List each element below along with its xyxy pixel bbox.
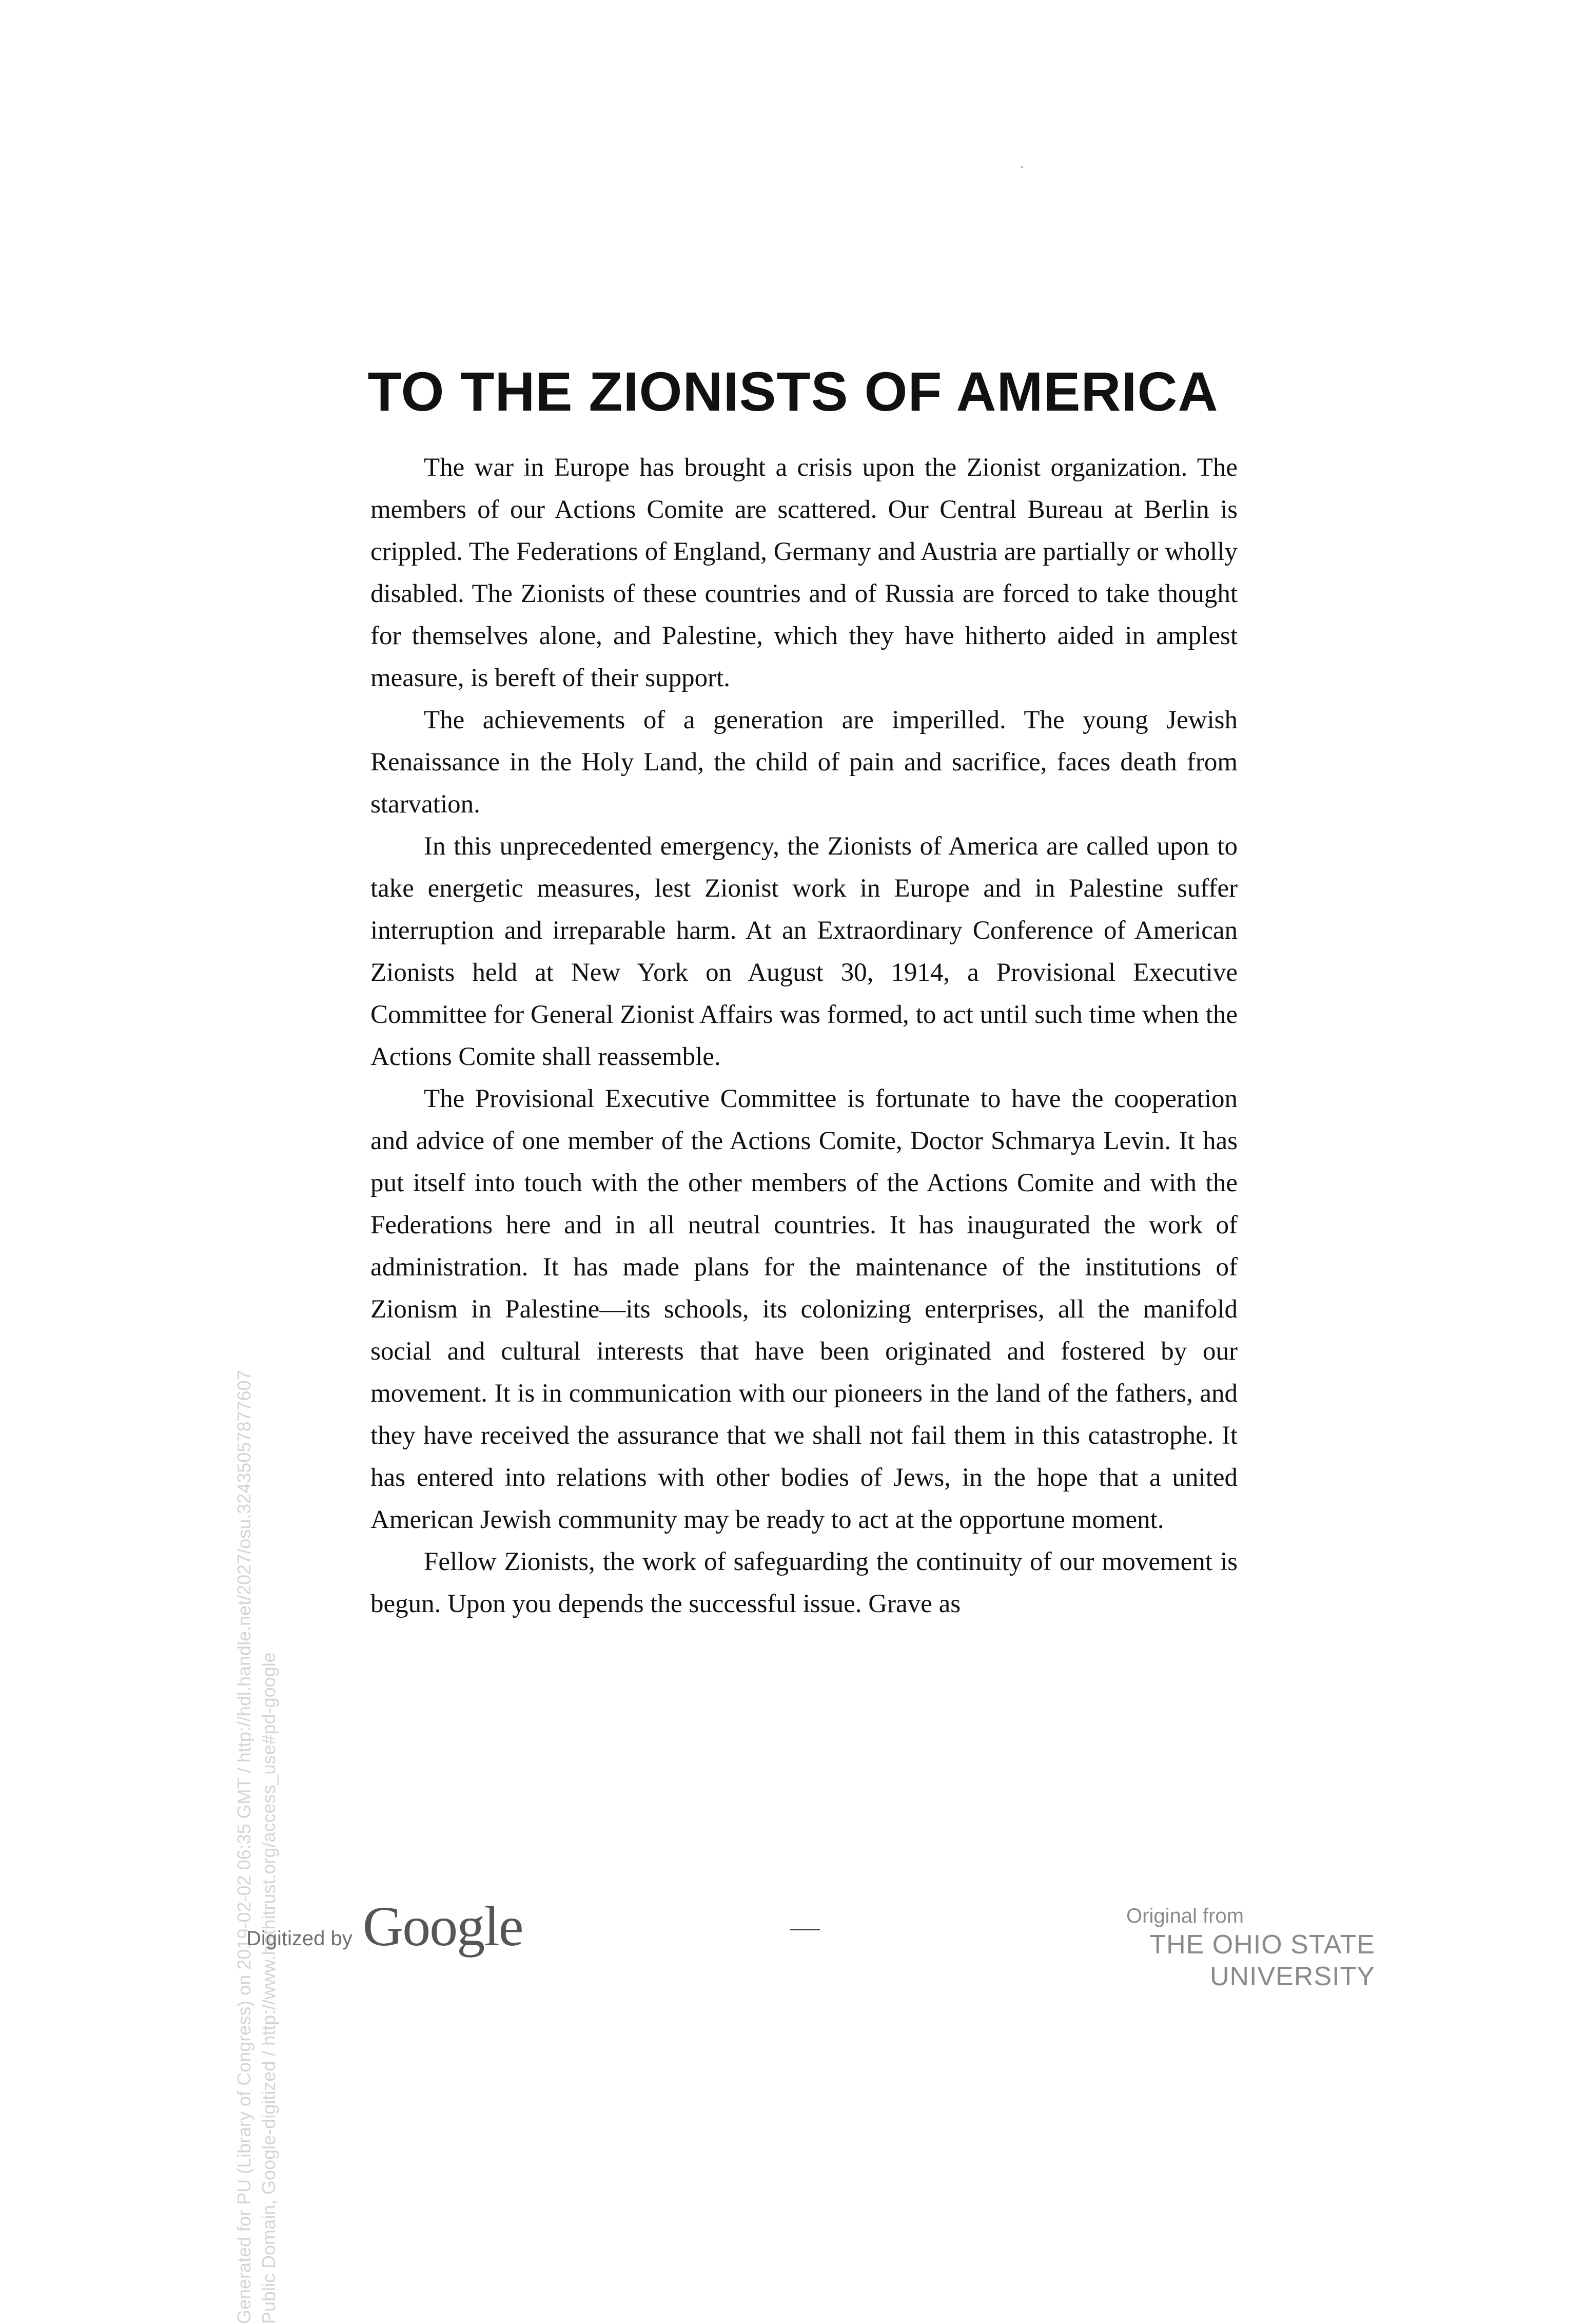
paragraph: The achievements of a generation are imperilled. The young Jewish Renaissance in the Holy Land, the child of pain and sacrifice, faces death from starvation. (370, 706, 1238, 819)
paragraph: The Provisional Executive Committee is fortunate to have the cooperation and advice of one member of the Actions Comite, Doctor Schmarya Levin. It has put itself into touch with the other members of the Actions Comite and with the Federations here and in all neutral countries. It has inaugurated the work of administration. It has made plans for the maintenance of the institutions of Zionism in Palestine—its schools, its colonizing enterprises, all the manifold social and cultural interests that have been originated and fostered by our movement. It is in communication with our pioneers in the land of the fathers, and they have received the assurance that we shall not fail them in this catastrophe. It has entered into relations with other bodies of Jews, in the hope that a united American Jewish community may be ready to act at the opportune moment. (370, 1084, 1238, 1534)
paragraph: Fellow Zionists, the work of safeguarding the continuity of our movement is begun. Upon you depends the successful issue. Grave as (370, 1547, 1238, 1618)
paragraph: In this unprecedented emergency, the Zionists of America are called upon to take energetic measures, lest Zionist work in Europe and in Palestine suffer interruption and irreparable harm. At an Extraordinary Conference of American Zionists held at New York on August 30, 1914, a Provisional Executive Committee for General Zionist Affairs was formed, to act until such time when the Actions Comite shall reassemble. (370, 832, 1238, 1071)
watermark-line-public-domain: Public Domain, Google-digitized / http://www.hathitrust.org/access_use#pd-google (258, 1652, 279, 2324)
page-speck (1021, 166, 1023, 168)
page-title: TO THE ZIONISTS OF AMERICA (367, 360, 1219, 422)
paragraph: The war in Europe has brought a crisis upon the Zionist organization. The members of our Actions Comite are scattered. Our Central Bureau at Berlin is crippled. The Federations of England, Germany and Austria are partially or wholly disabled. The Zionists of these countries and of Russia are forced to take thought for themselves alone, and Palestine, which they have hitherto aided in amplest measure, is bereft of their support. (370, 453, 1238, 692)
digitized-by-label: Digitized by (246, 1927, 353, 1950)
page-mark (790, 1929, 820, 1930)
watermark-line-generated: Generated for PU (Library of Congress) on 2019-02-02 06:35 GMT / http://hdl.handle.net/2027/osu.32435057877607 (233, 1370, 254, 2324)
digitized-by-google (246, 1894, 523, 1959)
google-logo: Google (362, 1895, 523, 1958)
hathitrust-watermark (232, 1092, 281, 2324)
document-body (370, 447, 1238, 1625)
original-from-label: Original from (1126, 1905, 1244, 1927)
original-from-block (1001, 1903, 1375, 1992)
university-name: THE OHIO STATE UNIVERSITY (1149, 1930, 1375, 1991)
